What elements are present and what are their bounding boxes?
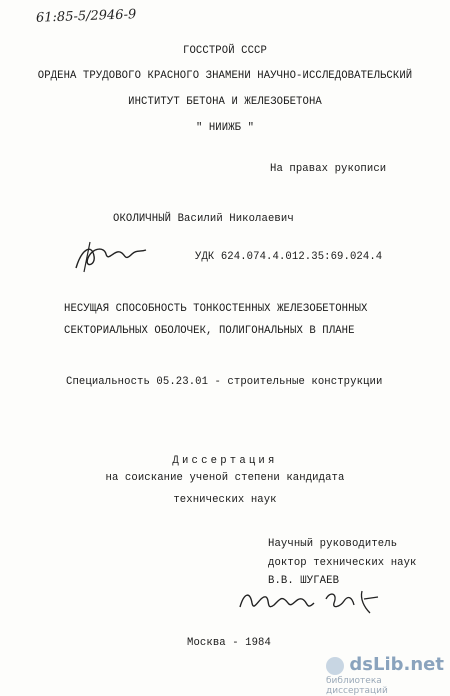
supervisor-signature (236, 585, 386, 617)
specialty: Специальность 05.23.01 - строительные конструкции (66, 376, 383, 388)
dissertation-line-2: технических наук (173, 494, 277, 506)
author-name: ОКОЛИЧНЫЙ Василий Николаевич (113, 213, 294, 225)
org-name: ГОССТРОЙ СССР (183, 45, 267, 57)
supervisor-name: В.В. ШУГАЕВ (268, 575, 340, 587)
institute-abbr: " НИИЖБ " (195, 122, 255, 134)
title-line-2: СЕКТОРИАЛЬНЫХ ОБОЛОЧЕК, ПОЛИГОНАЛЬНЫХ В ПЛАНЕ (64, 325, 355, 337)
dissertation-line-1: на соискание ученой степени кандидата (105, 472, 345, 484)
rights-note: На правах рукописи (270, 163, 387, 175)
title-line-1: НЕСУЩАЯ СПОСОБНОСТЬ ТОНКОСТЕННЫХ ЖЕЛЕЗОБЕТОННЫХ (64, 303, 368, 315)
supervisor-title: Научный руководитель (268, 538, 398, 550)
watermark (326, 654, 444, 696)
udk-code: УДК 624.074.4.012.35:69.024.4 (195, 251, 383, 263)
watermark-logo: dsLib.net (349, 654, 444, 675)
dissertation-heading: Диссертация (172, 455, 278, 467)
institute-line-2: ИНСТИТУТ БЕТОНА И ЖЕЛЕЗОБЕТОНА (128, 96, 322, 108)
watermark-logo-icon (326, 657, 344, 675)
watermark-caption: библиотека диссертаций (326, 676, 388, 696)
institute-line-1: ОРДЕНА ТРУДОВОГО КРАСНОГО ЗНАМЕНИ НАУЧНО-ИССЛЕДОВАТЕЛЬСКИЙ (37, 70, 413, 82)
place-year: Москва - 1984 (187, 637, 271, 649)
author-signature (70, 238, 150, 274)
archive-note: 61:85-5/2946-9 (35, 7, 137, 26)
supervisor-degree: доктор технических наук (268, 557, 417, 569)
